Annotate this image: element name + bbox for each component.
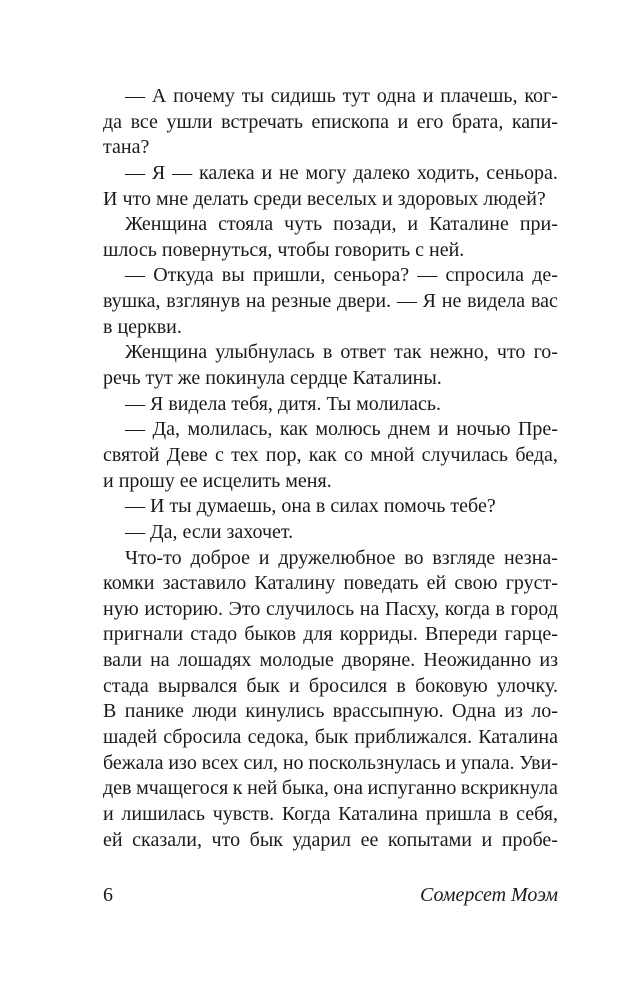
word: его xyxy=(416,110,444,133)
text-line xyxy=(103,546,558,572)
word: днем xyxy=(388,418,431,441)
word: свою xyxy=(454,572,498,595)
word: двери. xyxy=(337,290,392,313)
word: что xyxy=(496,341,526,364)
word: — xyxy=(417,264,438,287)
word: Откуда xyxy=(153,264,214,287)
word: с xyxy=(214,443,224,466)
word: Это xyxy=(228,597,261,620)
word: ты xyxy=(241,85,264,107)
text-line xyxy=(103,110,558,136)
word: сказали, xyxy=(132,828,202,851)
word: ког- xyxy=(524,85,558,107)
word: сил, xyxy=(243,751,279,774)
word: бросился xyxy=(308,674,388,697)
page-footer xyxy=(103,884,558,910)
word: спросила xyxy=(445,264,525,287)
word: молюсь xyxy=(315,418,381,441)
text-line xyxy=(103,648,558,674)
word: дружелюбное xyxy=(278,546,396,569)
word: дворяне. xyxy=(342,649,416,672)
word: доброе xyxy=(190,546,250,569)
word: тут xyxy=(342,85,370,107)
word: люди xyxy=(192,700,238,723)
text-line xyxy=(103,161,558,187)
word: пришли, xyxy=(252,264,326,287)
word: когда xyxy=(444,597,490,620)
word: она xyxy=(333,777,363,800)
word: Каталина xyxy=(478,726,558,749)
word: заставило xyxy=(162,572,247,595)
word: Да, xyxy=(152,418,180,441)
text-line: тана? xyxy=(103,136,150,159)
word: улыбнулась xyxy=(215,341,315,364)
word: Каталину xyxy=(254,572,336,595)
text-line: шлось повернуться, чтобы говорить с ней. xyxy=(103,238,465,261)
word: приближался. xyxy=(354,726,473,749)
word: ней xyxy=(247,777,278,800)
word: вали xyxy=(103,649,142,672)
word: бежала xyxy=(103,751,164,774)
word: Я xyxy=(151,161,166,184)
word: — xyxy=(125,264,145,287)
word: — xyxy=(125,161,145,184)
word: все xyxy=(130,110,158,133)
word: ушли xyxy=(166,110,213,133)
word: ей xyxy=(426,572,447,595)
word: нежно, xyxy=(429,341,489,364)
word: вырвался xyxy=(158,674,238,697)
word: видела xyxy=(467,290,526,313)
word: и xyxy=(261,161,273,184)
word: почему xyxy=(173,85,235,107)
word: пригнали xyxy=(103,623,184,646)
word: лишилась xyxy=(121,802,206,825)
word: груст- xyxy=(505,572,558,595)
word: из xyxy=(539,649,558,672)
word: ей xyxy=(103,828,123,851)
word: сеньора. xyxy=(486,161,558,184)
word: Одна xyxy=(451,700,496,723)
word: ходить, xyxy=(416,161,480,184)
word: бык xyxy=(314,726,349,749)
word: панике xyxy=(124,700,184,723)
word: и xyxy=(288,674,300,697)
text-line xyxy=(103,289,558,315)
word: и xyxy=(103,802,114,825)
word: город xyxy=(510,597,558,620)
text-line: — Да, если захочет. xyxy=(125,520,294,543)
word: как xyxy=(279,418,308,441)
word: взгляде xyxy=(432,546,496,569)
text-line xyxy=(103,725,558,751)
word: комки xyxy=(103,572,155,595)
text-line xyxy=(103,84,558,110)
text-line: — Я видела тебя, дитя. Ты молилась. xyxy=(125,392,442,415)
word: Деве xyxy=(166,443,208,466)
word: корриды. xyxy=(339,623,418,646)
word: чуть xyxy=(284,213,323,236)
word: стояла xyxy=(218,213,274,236)
body-text xyxy=(103,84,558,853)
text-line: — И ты думаешь, она в силах помочь тебе? xyxy=(125,495,496,518)
word: и xyxy=(258,546,270,569)
word: случилось xyxy=(266,597,355,620)
word: одна xyxy=(376,85,416,107)
word: резные xyxy=(271,290,332,313)
word: беда, xyxy=(515,443,558,466)
word: себя, xyxy=(516,802,558,825)
word: встречать xyxy=(221,110,303,133)
word: Неожиданно xyxy=(423,649,532,672)
word: на xyxy=(150,649,170,672)
word: Женщина xyxy=(125,213,208,236)
word: В xyxy=(103,700,117,723)
word: в xyxy=(495,597,505,620)
word: ее xyxy=(360,828,379,851)
word: капи- xyxy=(511,110,558,133)
word: лошадях xyxy=(177,649,252,672)
text-line xyxy=(103,699,558,725)
word: да xyxy=(103,110,123,133)
page-number: 6 xyxy=(103,884,113,906)
word: и xyxy=(445,751,457,774)
text-line xyxy=(103,263,558,289)
word: улочку. xyxy=(496,674,558,697)
word: во xyxy=(404,546,424,569)
word: де- xyxy=(532,264,558,287)
word: ночью xyxy=(456,418,511,441)
word: но xyxy=(282,751,304,774)
word: упала. xyxy=(460,751,515,774)
word: кинулись xyxy=(245,700,325,723)
word: позади, xyxy=(333,213,397,236)
word: и xyxy=(407,213,419,236)
text-line xyxy=(103,571,558,597)
word: го- xyxy=(533,341,558,364)
word: в xyxy=(498,802,509,825)
word: в xyxy=(322,341,333,364)
word: — xyxy=(125,418,145,441)
word: и xyxy=(481,828,493,851)
word: для xyxy=(303,623,333,646)
word: незна- xyxy=(503,546,558,569)
word: ло- xyxy=(531,700,558,723)
word: — xyxy=(172,161,193,184)
word: копытами xyxy=(387,828,472,851)
word: гарце- xyxy=(504,623,558,646)
word: быка, xyxy=(281,777,329,800)
word: со xyxy=(344,443,363,466)
word: — xyxy=(125,85,145,107)
text-line: речь тут же покинула сердце Каталины. xyxy=(103,367,442,390)
text-line xyxy=(103,340,558,366)
word: молодые xyxy=(259,649,334,672)
word: стадо xyxy=(190,623,238,646)
word: вы xyxy=(221,264,245,287)
text-line xyxy=(103,751,558,777)
word: плачешь, xyxy=(440,85,518,107)
word: вскрикнула xyxy=(460,777,558,800)
word: стада xyxy=(103,674,149,697)
word: мной xyxy=(370,443,415,466)
word: на xyxy=(359,597,380,620)
text-line xyxy=(103,597,558,623)
word: к xyxy=(232,777,243,800)
text-line xyxy=(103,776,558,802)
word: врассыпную. xyxy=(332,700,444,723)
text-line: И что мне делать среди веселых и здоровых людей? xyxy=(103,187,546,210)
running-footer-author: Сомерсет Моэм xyxy=(420,884,558,906)
word: бык xyxy=(246,674,280,697)
word: испуганно xyxy=(367,777,457,800)
word: далеко xyxy=(353,161,411,184)
text-line xyxy=(103,622,558,648)
word: святой xyxy=(103,443,160,466)
word: могу xyxy=(305,161,347,184)
word: взглянув xyxy=(166,290,241,313)
word: в xyxy=(396,674,406,697)
word: Я xyxy=(422,290,436,313)
word: при- xyxy=(519,213,558,236)
word: сеньора? xyxy=(333,264,410,287)
word: ударил xyxy=(292,828,352,851)
word: быков xyxy=(244,623,297,646)
word: Каталина xyxy=(338,802,418,825)
word: А xyxy=(151,85,167,107)
text-line xyxy=(103,674,558,700)
text-line xyxy=(103,417,558,443)
word: пор, xyxy=(265,443,302,466)
word: Уви- xyxy=(519,751,558,774)
word: чувств. xyxy=(212,802,275,825)
word: поведать xyxy=(343,572,419,595)
word: брата, xyxy=(451,110,504,133)
text-line xyxy=(103,212,558,238)
word: из xyxy=(504,700,523,723)
word: и xyxy=(422,85,434,107)
text-line xyxy=(103,828,558,854)
word: вас xyxy=(530,290,558,313)
word: — xyxy=(396,290,417,313)
word: тех xyxy=(231,443,259,466)
word: не xyxy=(441,290,462,313)
word: и xyxy=(438,418,449,441)
word: бык xyxy=(249,828,283,851)
word: Впереди xyxy=(425,623,498,646)
word: Женщина xyxy=(125,341,208,364)
word: историю. xyxy=(144,597,224,620)
word: шадей xyxy=(103,726,158,749)
word: мчащегося xyxy=(136,777,229,800)
word: епископа xyxy=(311,110,389,133)
word: пришла xyxy=(425,802,492,825)
word: так xyxy=(393,341,422,364)
word: Что-то xyxy=(125,546,182,569)
word: как xyxy=(308,443,337,466)
word: поскользнулась xyxy=(308,751,441,774)
text-line: и прошу ее исцелить меня. xyxy=(103,469,332,492)
word: калека xyxy=(198,161,255,184)
word: что xyxy=(211,828,241,851)
word: Каталине xyxy=(429,213,509,236)
word: ответ xyxy=(340,341,386,364)
word: не xyxy=(279,161,299,184)
word: изо xyxy=(168,751,197,774)
text-line xyxy=(103,802,558,828)
word: всех xyxy=(201,751,239,774)
word: Пре- xyxy=(517,418,558,441)
word: на xyxy=(245,290,266,313)
word: случилась xyxy=(421,443,509,466)
word: дев xyxy=(103,777,132,800)
word: Когда xyxy=(281,802,331,825)
word: и xyxy=(397,110,409,133)
text-line xyxy=(103,443,558,469)
word: боковую xyxy=(415,674,488,697)
word: сбросила xyxy=(163,726,242,749)
word: Пасху, xyxy=(385,597,440,620)
text-line: в церкви. xyxy=(103,315,182,338)
word: сидишь xyxy=(270,85,336,107)
word: ную xyxy=(103,597,139,620)
word: пробе- xyxy=(501,828,558,851)
word: седока, xyxy=(247,726,309,749)
word: молилась, xyxy=(187,418,273,441)
word: вушка, xyxy=(103,290,161,313)
